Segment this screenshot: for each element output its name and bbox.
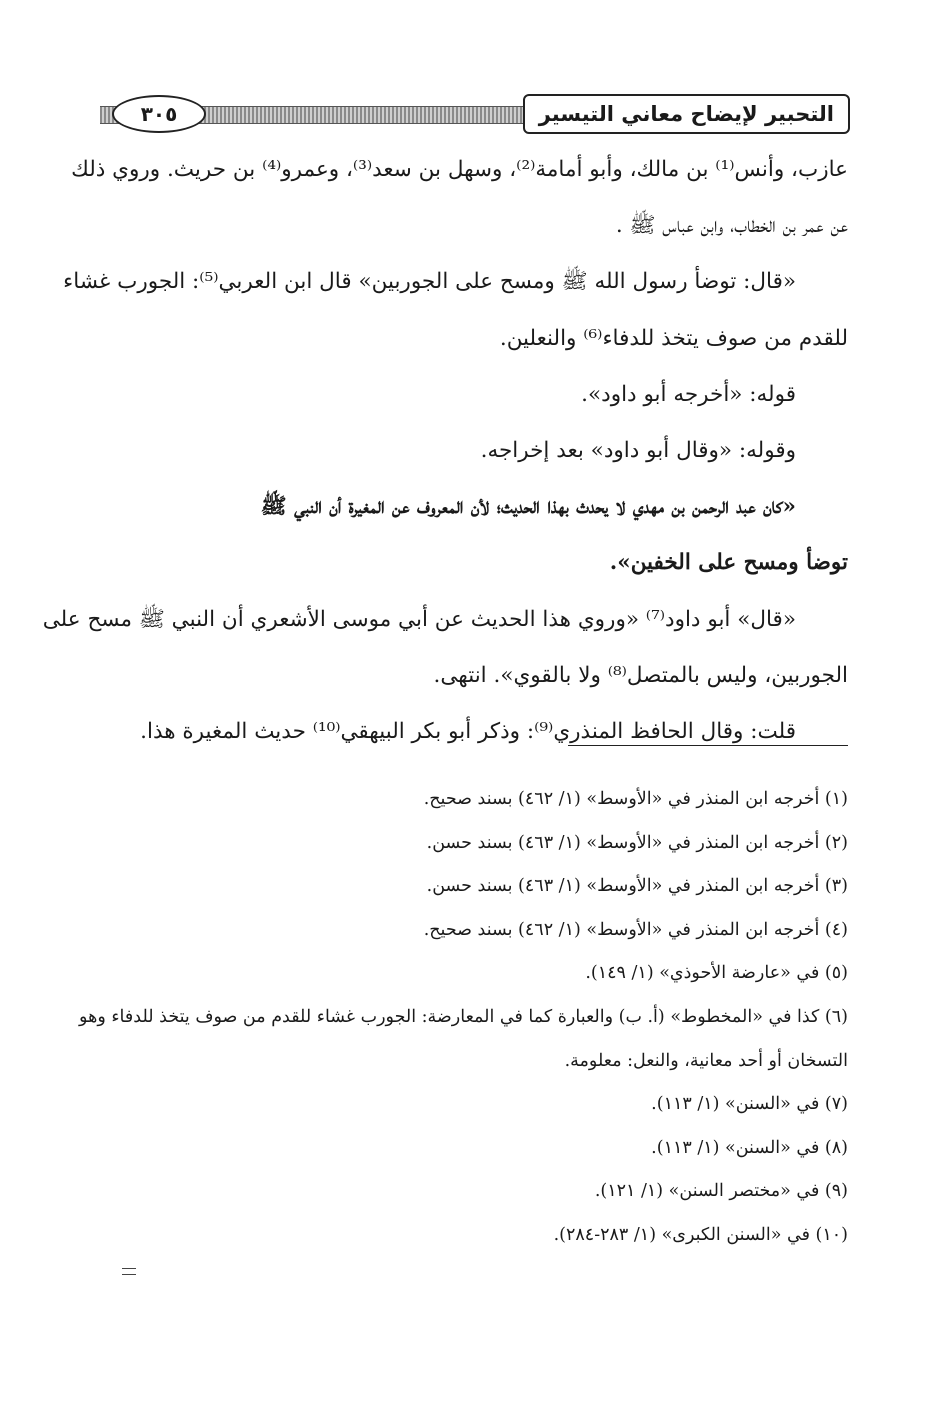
text-line: قوله: «أخرجه أبو داود».	[581, 381, 796, 407]
footnote: (٤) أخرجه ابن المنذر في «الأوسط» (١/ ٤٦٢) بسند صحيح.	[423, 919, 848, 940]
text-line: وقوله: «وقال أبو داود» بعد إخراجه.	[480, 437, 796, 463]
text-line: للقدم من صوف يتخذ للدفاء⁽⁶⁾ والنعلين.	[499, 325, 848, 351]
footnote: (٢) أخرجه ابن المنذر في «الأوسط» (١/ ٤٦٣) بسند حسن.	[426, 832, 848, 853]
text-line: قلت: وقال الحافظ المنذري⁽⁹⁾: وذكر أبو بكر البيهقي⁽¹⁰⁾ حديث المغيرة هذا.	[140, 718, 796, 744]
footnote-separator	[568, 745, 848, 746]
footnote: (٧) في «السنن» (١/ ١١٣).	[651, 1094, 848, 1115]
text-line: «كان عبد الرحمن بن مهدي لا يحدث بهذا الحديث؛ لأن المعروف عن المغيرة أن النبي ﷺ	[260, 494, 796, 520]
page-number: ٣٠٥	[112, 95, 206, 133]
footnote: (١٠) في «السنن الكبرى» (١/ ٢٨٣-٢٨٤).	[553, 1224, 848, 1245]
footnote-continuation: التسخان أو أحد معانية، والنعل: معلومة.	[564, 1050, 848, 1071]
main-text	[42, 142, 848, 760]
book-title: التحبير لإيضاح معاني التيسير	[523, 94, 850, 134]
footnote: (٦) كذا في «المخطوط» (أ. ب) والعبارة كما في المعارضة: الجورب غشاء للقدم من صوف يتخذ للدفاء وهو	[79, 1006, 848, 1027]
footnotes	[79, 778, 848, 1258]
text-line: «قال» أبو داود⁽⁷⁾ «وروي هذا الحديث عن أبي موسى الأشعري أن النبي ﷺ مسح على	[42, 606, 796, 632]
footnote: (٥) في «عارضة الأحوذي» (١/ ١٤٩).	[585, 963, 848, 984]
footnote: (٨) في «السنن» (١/ ١١٣).	[651, 1137, 848, 1158]
text-line: عن عمر بن الخطاب، وابن عباس ﷺ .	[615, 213, 848, 239]
text-line: توضأ ومسح على الخفين».	[609, 550, 848, 576]
footnote: (٣) أخرجه ابن المنذر في «الأوسط» (١/ ٤٦٣) بسند حسن.	[426, 876, 848, 897]
footnote: (١) أخرجه ابن المنذر في «الأوسط» (١/ ٤٦٢) بسند صحيح.	[423, 789, 848, 809]
text-line: «قال: توضأ رسول الله ﷺ ومسح على الجوربين» قال ابن العربي⁽⁵⁾: الجورب غشاء	[63, 269, 796, 295]
footnote: (٩) في «مختصر السنن» (١/ ١٢١).	[594, 1181, 848, 1202]
text-line: الجوربين، وليس بالمتصل⁽⁸⁾ ولا بالقوي». انتهى.	[433, 662, 848, 688]
text-line: عازب، وأنس⁽¹⁾ بن مالك، وأبو أمامة⁽²⁾، وسهل بن سعد⁽³⁾، وعمرو⁽⁴⁾ بن حريث. وروي ذلك	[71, 157, 848, 182]
running-header	[100, 92, 850, 136]
scan-mark	[122, 1268, 136, 1275]
